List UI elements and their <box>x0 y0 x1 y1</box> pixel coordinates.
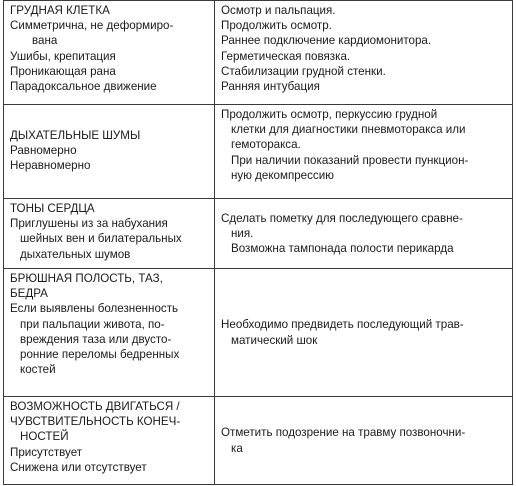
table-row-abdomen-pelvis <box>4 269 513 397</box>
heart-tones-action: Возможна тампонада полости перикарда <box>231 242 454 256</box>
mobility-actions-cell <box>215 397 513 485</box>
heart-tones-finding: дыхательных шумов <box>20 247 131 261</box>
chest-heading: ГРУДНАЯ КЛЕТКА <box>10 4 110 17</box>
abdomen-pelvis-finding: Если выявлены болезненность <box>10 302 179 316</box>
breath-sounds-action: гемоторакса. <box>231 138 301 152</box>
chest-action: Продолжить осмотр. <box>221 19 332 33</box>
mobility-heading: ВОЗМОЖНОСТЬ ДВИГАТЬСЯ / <box>10 400 180 413</box>
abdomen-pelvis-heading: БРЮШНАЯ ПОЛОСТЬ, ТАЗ, <box>10 272 163 285</box>
heart-tones-actions-cell <box>215 199 513 269</box>
chest-findings-cell <box>4 1 215 105</box>
chest-finding: Парадоксальное движение <box>10 80 157 94</box>
breath-sounds-actions-cell <box>215 105 513 199</box>
chest-finding: Симметрична, не деформиро- <box>10 19 174 33</box>
chest-actions-cell <box>215 1 513 105</box>
mobility-action: ка <box>231 441 243 455</box>
heart-tones-action: ния. <box>231 226 254 240</box>
abdomen-pelvis-action: Необходимо предвидеть последующий трав- <box>221 318 464 332</box>
chest-action: Герметическая повязка. <box>221 49 351 63</box>
chest-finding: Проникающая рана <box>10 64 116 78</box>
abdomen-pelvis-actions-cell <box>215 269 513 397</box>
abdomen-pelvis-finding: костей <box>20 363 56 377</box>
chest-action: Осмотр и пальпация. <box>221 4 336 17</box>
chest-action: Ранняя интубация <box>221 80 320 94</box>
breath-sounds-action: клетки для диагностики пневмоторакса или <box>231 123 466 137</box>
table-row-chest <box>4 1 513 105</box>
breath-sounds-action: Продолжить осмотр, перкуссию грудной <box>221 108 438 121</box>
abdomen-pelvis-heading-continuation: БЕДРА <box>10 287 48 301</box>
abdomen-pelvis-finding: вреждения таза или двусто- <box>20 332 172 346</box>
abdomen-pelvis-finding: при пальпации живота, по- <box>20 317 165 331</box>
mobility-finding: Снижена или отсутствует <box>10 460 147 474</box>
table-row-breath-sounds <box>4 105 513 199</box>
abdomen-pelvis-finding: ронние переломы бедренных <box>20 348 180 362</box>
table-row-heart-tones <box>4 199 513 269</box>
breath-sounds-heading: ДЫХАТЕЛЬНЫЕ ШУМЫ <box>10 128 141 142</box>
breath-sounds-findings-cell <box>4 105 215 199</box>
breath-sounds-action: ную декомпрессию <box>231 168 334 182</box>
heart-tones-findings-cell <box>4 199 215 269</box>
abdomen-pelvis-action: матический шок <box>231 333 318 347</box>
heart-tones-finding: шейных вен и билатеральных <box>20 232 182 246</box>
heart-tones-heading: ТОНЫ СЕРДЦА <box>10 202 95 215</box>
mobility-heading-continuation: НОСТЕЙ <box>20 430 69 444</box>
mobility-heading-continuation: ЧУВСТВИТЕЛЬНОСТЬ КОНЕЧ- <box>10 415 181 429</box>
breath-sounds-finding: Равномерно <box>10 143 77 157</box>
mobility-action: Отметить подозрение на травму позвоночни- <box>221 426 466 440</box>
chest-action: Раннее подключение кардиомонитора. <box>221 34 432 48</box>
chest-finding: Ушибы, крепитация <box>10 49 116 63</box>
breath-sounds-finding: Неравномерно <box>10 159 91 173</box>
chest-action: Стабилизации грудной стенки. <box>221 64 386 78</box>
table-row-mobility <box>4 397 513 485</box>
mobility-finding: Присутствует <box>10 445 83 459</box>
breath-sounds-action: При наличии показаний провести пункцион- <box>231 153 469 167</box>
abdomen-pelvis-findings-cell <box>4 269 215 397</box>
assessment-table <box>3 0 513 485</box>
chest-finding-continuation: вана <box>32 34 58 48</box>
mobility-findings-cell <box>4 397 215 485</box>
heart-tones-action: Сделать пометку для последующего сравне- <box>221 211 463 225</box>
heart-tones-finding: Приглушены из за набухания <box>10 217 168 231</box>
